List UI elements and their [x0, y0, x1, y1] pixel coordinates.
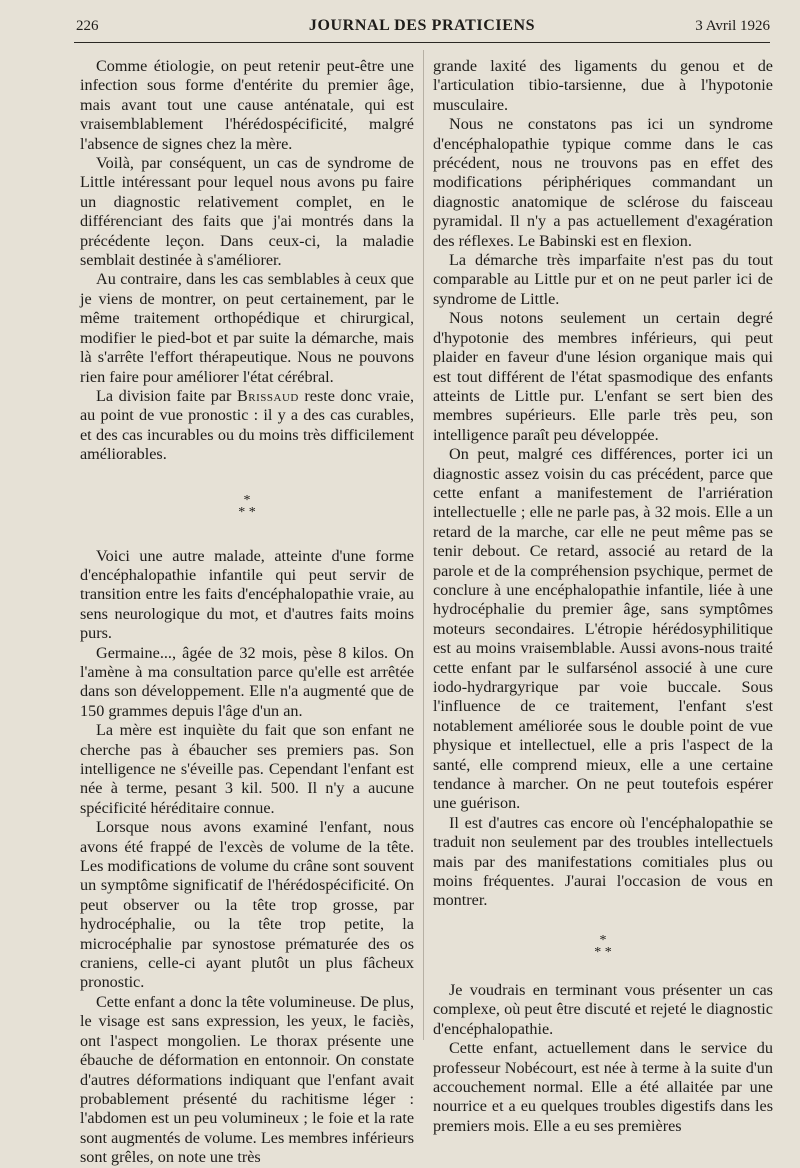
paragraph: Comme étiologie, on peut retenir peut-être une infection sous forme d'entérite du premier âge, mais avant tout une cause anténatale, qui est vraisemblablement l'hérédospécificité, malgré l'absence de signes chez la mère. — [80, 57, 414, 153]
paragraph: Je voudrais en terminant vous présenter un cas complexe, où peut être discuté et rejeté le diagnostic d'encéphalopathie. — [433, 980, 773, 1038]
paragraph: Voilà, par conséquent, un cas de syndrome de Little intéressant pour lequel nous avons pu faire un diagnostic relativement complet, en le différenciant des faits que j'ai montrés dans la précédente leçon. Dans ceux-ci, la maladie semblait destinée à s'améliorer. — [80, 154, 414, 270]
asterism-bottom: * * — [594, 944, 612, 960]
paragraph-text: La division faite par — [96, 386, 237, 405]
paragraph: Cette enfant, actuellement dans le service du professeur Nobécourt, est née à terme à la suite d'un accouchement normal. Elle a été allaitée par une nourrice et a eu quelques troubles digestifs dans les premiers mois. Elle a eu ses premières — [433, 1039, 773, 1135]
asterism-bottom: * * — [238, 504, 256, 520]
page-number: 226 — [76, 18, 99, 34]
paragraph: Nous ne constatons pas ici un syndrome d'encéphalopathie typique comme dans le cas précédent, nous ne trouvons pas en effet des modifications périphériques commandant un diagnostic anatomique de sclérose du faisceau pyramidal. Il n'y a pas actuellement d'exagération des réflexes. Le Babinski est en flexion. — [433, 115, 773, 250]
paragraph: Voici une autre malade, atteinte d'une forme d'encéphalopathie infantile qui peut servir de transition entre les faits d'encéphalopathie vraie, au sens neurologique du mot, et d'autres faits moins purs. — [80, 546, 414, 643]
paragraph: Au contraire, dans les cas semblables à ceux que je viens de montrer, on peut certainement, par le même traitement orthopédique et chirurgical, modifier le pied-bot et par suite la démarche, mais là s'arrête l'effort thérapeutique. Nous ne pouvons rien faire pour améliorer l'état cérébral. — [80, 270, 414, 386]
asterism-top: * — [243, 492, 251, 508]
paragraph: Lorsque nous avons examiné l'enfant, nous avons été frappé de l'excès de volume de la tête. Les modifications de volume du crâne sont souvent un symptôme significatif de l'hérédospécificité. On peut observer ou la tête trop grosse, par hydrocéphalie, ou la tête trop petite, la microcéphalie par synostose prématurée des os craniens, celle-ci ayant plutôt un plus fâcheux pronostic. — [80, 818, 414, 992]
paragraph-continued: grande laxité des ligaments du genou et de l'articulation tibio-tarsienne, due à l'hypotonie musculaire. — [433, 57, 773, 114]
section-separator — [80, 492, 414, 520]
left-column — [80, 57, 414, 1168]
page-header — [74, 16, 770, 43]
section-separator — [433, 932, 773, 960]
paragraph: La démarche très imparfaite n'est pas du tout comparable au Little pur et on ne peut parler ici de syndrome de Little. — [433, 251, 773, 308]
paragraph: La mère est inquiète du fait que son enfant ne cherche pas à ébaucher ses premiers pas. Son intelligence ne s'éveille pas. Cependant l'enfant est née à terme, pesant 3 kil. 500. Il n'y a aucune spécificité héréditaire connue. — [80, 721, 414, 817]
author-name: Brissaud — [236, 386, 299, 405]
right-column — [433, 57, 773, 1136]
paragraph: Germaine..., âgée de 32 mois, pèse 8 kilos. On l'amène à ma consultation parce qu'elle est arrêtée dans son développement. Elle n'a augmenté que de 150 grammes depuis l'âge d'un an. — [80, 643, 414, 720]
paragraph — [80, 387, 414, 465]
paragraph: On peut, malgré ces différences, porter ici un diagnostic assez voisin du cas précédent, parce que cette enfant a manifestement de l'arriération intellectuelle ; elle ne parle pas, à 32 mois. Elle a un retard de la marche, car elle ne peut même pas se tenir debout. Ce retard, associé au retard de la parole et de la compréhension psychique, permet de conclure à une encéphalopathie infantile, liée à une hydrocéphalie du premier âge, sans symptômes moteurs secondaires. L'étropie hérédosyphilitique est au moins vraisemblable. Aussi avons-nous traité cette enfant par le sulfarsénol associé à une cure iodo-hydrargyrique par voie buccale. Sous l'influence de ce traitement, l'enfant s'est notablement améliorée sous le double point de vue physique et intellectuel, elle a pris l'aspect de la santé, elle comprend mieux, elle a une certaine tendance à marcher. On ne peut toutefois espérer une guérison. — [433, 445, 773, 813]
paragraph: Il est d'autres cas encore où l'encéphalopathie se traduit non seulement par des troubles intellectuels mais par des manifestations comitiales plus ou moins fréquentes. J'aurai l'occasion de vous en montrer. — [433, 813, 773, 910]
issue-date: 3 Avril 1926 — [695, 18, 770, 34]
paragraph: Nous notons seulement un certain degré d'hypotonie des membres inférieurs, qui peut plaider en faveur d'une lésion organique mais qui est tout différent de l'état spasmodique des enfants atteints de Little pur. L'enfant se sert bien des membres supérieurs. Elle parle très peu, son intelligence paraît peu développée. — [433, 309, 773, 444]
paragraph: Cette enfant a donc la tête volumineuse. De plus, le visage est sans expression, les yeux, le faciès, ont l'aspect mongolien. Le thorax présente une ébauche de déformation en entonnoir. On constate d'autres déformations indiquant que l'enfant avait probablement présenté du rachitisme léger : l'abdomen est un peu volumineux ; le foie et la rate sont augmentés de volume. Les membres inférieurs sont grêles, on note une très — [80, 992, 414, 1167]
paragraph-text: reste donc vraie, au point de vue pronostic : il y a des cas curables, et des cas incurables ou du moins très difficilement améliorables. — [80, 386, 414, 464]
column-divider — [423, 50, 424, 1040]
journal-title: JOURNAL DES PRATICIENS — [308, 17, 536, 34]
asterism-top: * — [599, 932, 607, 948]
